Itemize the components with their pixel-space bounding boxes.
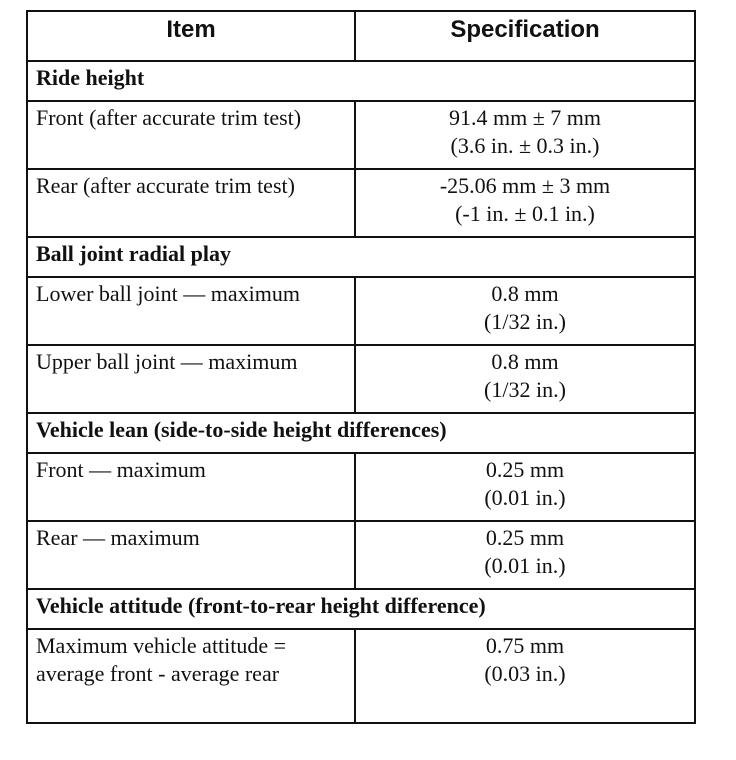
spec-metric: 0.25 mm — [485, 457, 565, 482]
section-row-vehicle-lean — [27, 413, 695, 453]
spec-imperial: (0.01 in.) — [484, 553, 566, 578]
spec-cell — [355, 169, 695, 237]
spec-metric: 0.25 mm — [485, 525, 565, 550]
spec-imperial: (1/32 in.) — [484, 309, 566, 334]
spec-cell — [355, 453, 695, 521]
table-row — [27, 101, 695, 169]
spec-cell — [355, 101, 695, 169]
table-row — [27, 345, 695, 413]
spec-cell — [355, 277, 695, 345]
spec-cell — [355, 629, 695, 723]
spec-metric: 0.8 mm — [491, 281, 559, 306]
section-title: Vehicle attitude (front-to-rear height difference) — [27, 589, 695, 629]
specification-table — [26, 10, 696, 724]
section-title: Ride height — [27, 61, 695, 101]
spec-cell — [355, 345, 695, 413]
specification-column-header: Specification — [355, 11, 695, 61]
item-cell: Upper ball joint — maximum — [27, 345, 355, 413]
spec-imperial: (1/32 in.) — [484, 377, 566, 402]
spec-metric: 91.4 mm ± 7 mm — [448, 105, 602, 130]
section-title: Ball joint radial play — [27, 237, 695, 277]
table-row — [27, 629, 695, 723]
spec-metric: -25.06 mm ± 3 mm — [439, 173, 611, 198]
table-header-row — [27, 11, 695, 61]
section-title: Vehicle lean (side-to-side height differences) — [27, 413, 695, 453]
item-column-header: Item — [27, 11, 355, 61]
table-row — [27, 277, 695, 345]
item-cell: Front (after accurate trim test) — [27, 101, 355, 169]
spec-imperial: (0.03 in.) — [484, 661, 566, 686]
section-row-ball-joint — [27, 237, 695, 277]
spec-metric: 0.8 mm — [491, 349, 559, 374]
item-cell: Maximum vehicle attitude = average front - average rear — [27, 629, 355, 723]
section-row-ride-height — [27, 61, 695, 101]
item-cell: Lower ball joint — maximum — [27, 277, 355, 345]
spec-metric: 0.75 mm — [485, 633, 565, 658]
item-cell: Rear — maximum — [27, 521, 355, 589]
table-row — [27, 169, 695, 237]
spec-imperial: (0.01 in.) — [484, 485, 566, 510]
table-row — [27, 453, 695, 521]
item-cell: Front — maximum — [27, 453, 355, 521]
table-row — [27, 521, 695, 589]
item-cell: Rear (after accurate trim test) — [27, 169, 355, 237]
section-row-vehicle-attitude — [27, 589, 695, 629]
spec-cell — [355, 521, 695, 589]
spec-imperial: (3.6 in. ± 0.3 in.) — [450, 133, 600, 158]
spec-imperial: (-1 in. ± 0.1 in.) — [455, 201, 595, 226]
